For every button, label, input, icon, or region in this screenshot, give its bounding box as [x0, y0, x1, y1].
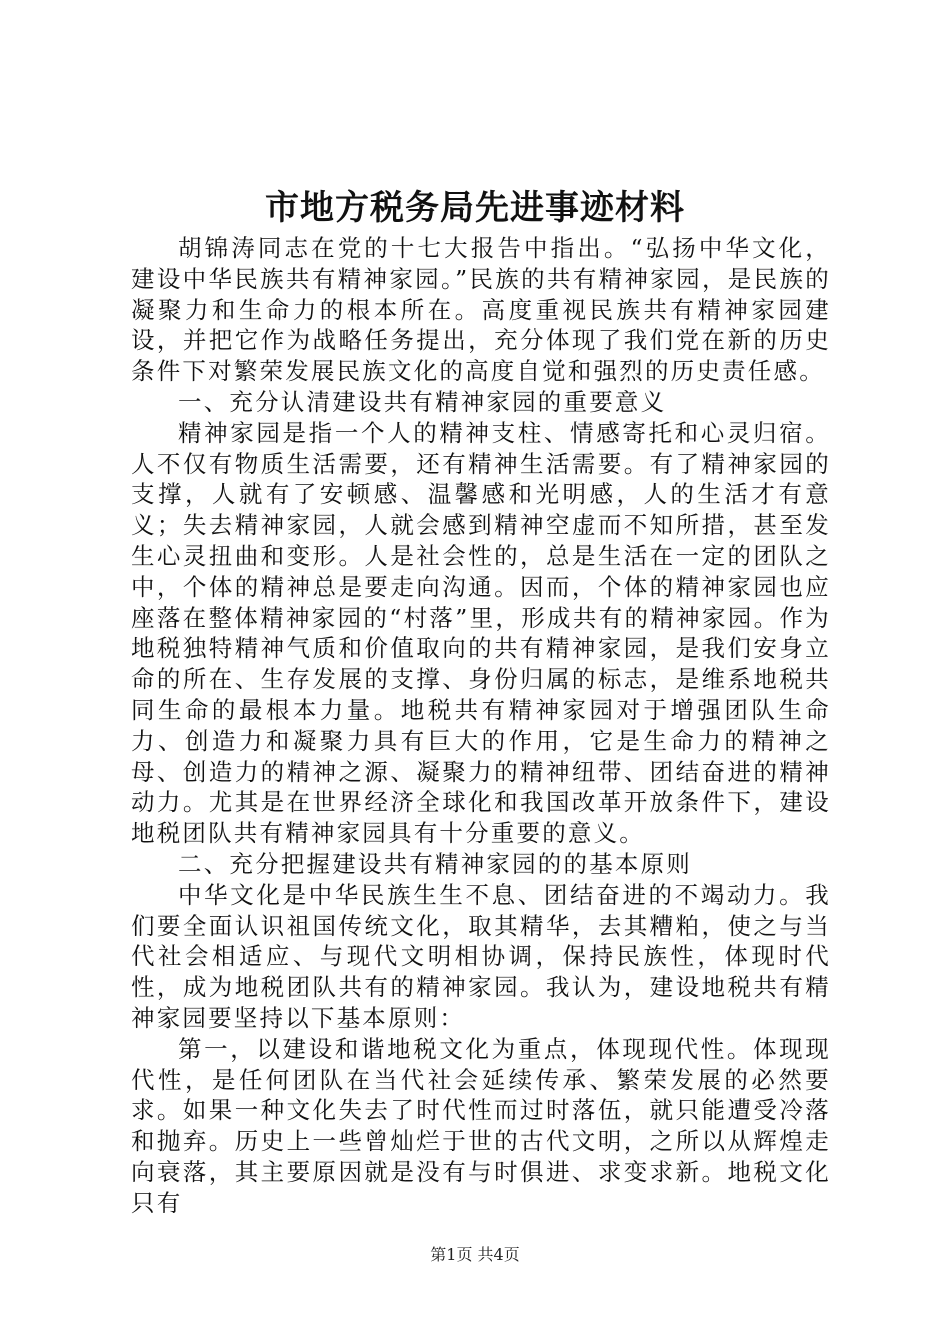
paragraph-section-2: 中华文化是中华民族生生不息、团结奋进的不竭动力。我们要全面认识祖国传统文化，取其精华，去其糟粕，使之与当代社会相适应、与现代文明相协调，保持民族性，体现时代性，成为地税团队共有的精神家园。我认为，建设地税共有精神家园要坚持以下基本原则： [131, 880, 831, 1032]
section-heading-1: 一、充分认清建设共有精神家园的重要意义 [178, 387, 667, 416]
section-heading-2: 二、充分把握建设共有精神家园的的基本原则 [178, 849, 692, 878]
paragraph-principle-1: 第一，以建设和谐地税文化为重点，体现现代性。体现现代性，是任何团队在当代社会延续传承、繁荣发展的必然要求。如果一种文化失去了时代性而过时落伍，就只能遭受冷落和抛弃。历史上一些曾灿烂于世的古代文明，之所以从辉煌走向衰落，其主要原因就是没有与时俱进、求变求新。地税文化只有 [131, 1034, 831, 1217]
page-footer: 第1页 共4页 [430, 1245, 520, 1264]
paragraph-intro: 胡锦涛同志在党的十七大报告中指出。“弘扬中华文化，建设中华民族共有精神家园。”民族的共有精神家园，是民族的凝聚力和生命力的根本所在。高度重视民族共有精神家园建设，并把它作为战略任务提出，充分体现了我们党在新的历史条件下对繁荣发展民族文化的高度自觉和强烈的历史责任感。 [131, 234, 831, 386]
document-title: 市地方税务局先进事迹材料 [265, 188, 685, 228]
paragraph-section-1: 精神家园是指一个人的精神支柱、情感寄托和心灵归宿。人不仅有物质生活需要，还有精神生活需要。有了精神家园的支撑，人就有了安顿感、温馨感和光明感，人的生活才有意义；失去精神家园，人就会感到精神空虚而不知所措，甚至发生心灵扭曲和变形。人是社会性的，总是生活在一定的团队之中，个体的精神总是要走向沟通。因而，个体的精神家园也应座落在整体精神家园的“村落”里，形成共有的精神家园。作为地税独特精神气质和价值取向的共有精神家园，是我们安身立命的所在、生存发展的支撑、身份归属的标志，是维系地税共同生命的最根本力量。地税共有精神家园对于增强团队生命力、创造力和凝聚力具有巨大的作用，它是生命力的精神之母、创造力的精神之源、凝聚力的精神纽带、团结奋进的精神动力。尤其是在世界经济全球化和我国改革开放条件下，建设地税团队共有精神家园具有十分重要的意义。 [131, 418, 831, 848]
document-body [131, 233, 831, 1219]
